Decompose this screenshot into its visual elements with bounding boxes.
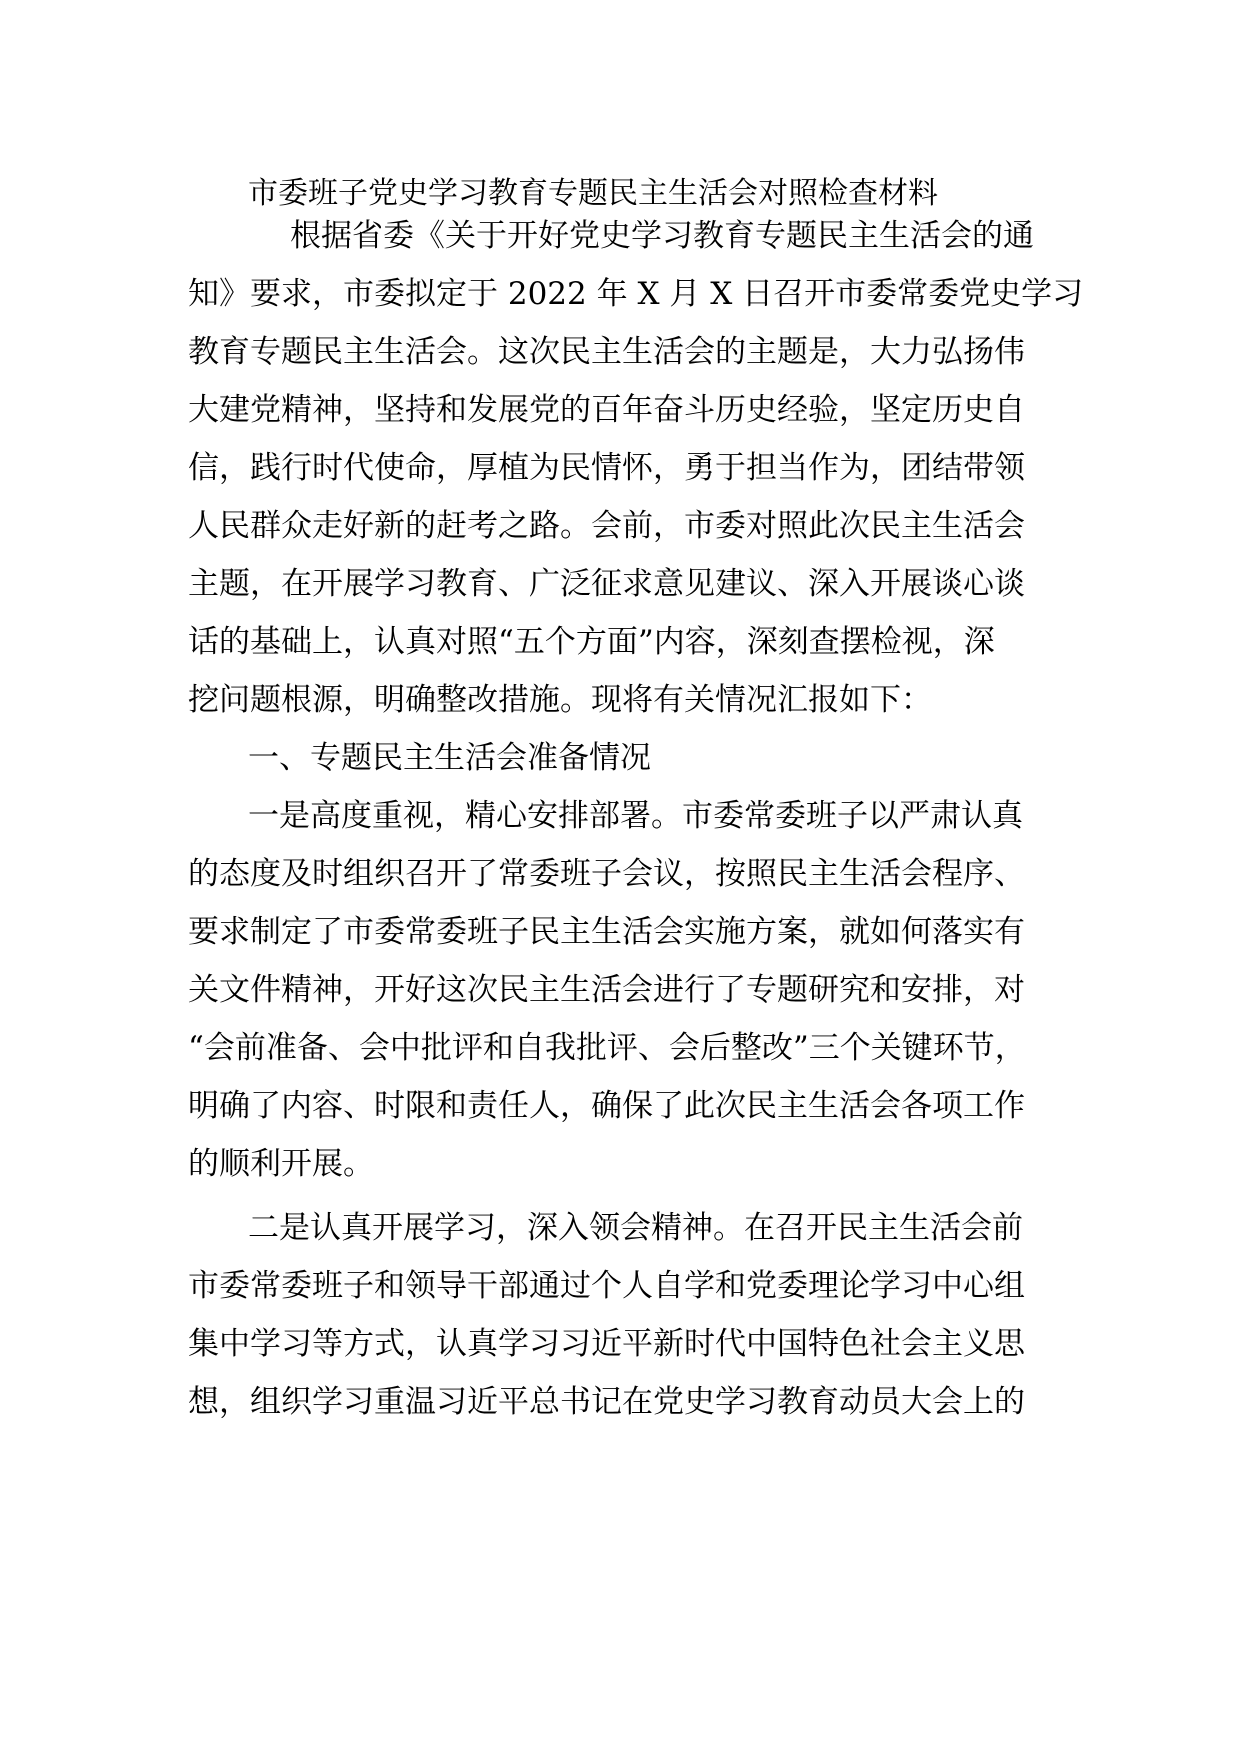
paragraph-line: 的顺利开展。 (188, 1146, 374, 1182)
paragraph-line: 挖问题根源，明确整改措施。现将有关情况汇报如下： (188, 682, 932, 718)
paragraph-line: 大建党精神，坚持和发展党的百年奋斗历史经验，坚定历史自 (188, 392, 1025, 428)
paragraph-line: 人民群众走好新的赶考之路。会前，市委对照此次民主生活会 (188, 508, 1025, 544)
section-heading: 一、专题民主生活会准备情况 (248, 740, 651, 776)
paragraph-line: “会前准备、会中批评和自我批评、会后整改”三个关键环节， (188, 1030, 1026, 1066)
paragraph-line: 话的基础上，认真对照“五个方面”内容，深刻查摆检视，深 (188, 624, 995, 660)
paragraph-line: 教育专题民主生活会。这次民主生活会的主题是，大力弘扬伟 (188, 334, 1025, 370)
paragraph-line: 明确了内容、时限和责任人，确保了此次民主生活会各项工作 (188, 1088, 1025, 1124)
paragraph-line: 二是认真开展学习，深入领会精神。在召开民主生活会前 (248, 1210, 1023, 1246)
document-title: 市委班子党史学习教育专题民主生活会对照检查材料 (248, 176, 938, 211)
paragraph-line: 根据省委《关于开好党史学习教育专题民主生活会的通 (290, 218, 1034, 254)
paragraph-line: 要求制定了市委常委班子民主生活会实施方案，就如何落实有 (188, 914, 1025, 950)
paragraph-line: 信，践行时代使命，厚植为民情怀，勇于担当作为，团结带领 (188, 450, 1025, 486)
paragraph-line: 集中学习等方式，认真学习习近平新时代中国特色社会主义思 (188, 1326, 1025, 1362)
paragraph-line: 知》要求，市委拟定于 2022 年 X 月 X 日召开市委常委党史学习 (188, 276, 1084, 312)
paragraph-line: 关文件精神，开好这次民主生活会进行了专题研究和安排，对 (188, 972, 1025, 1008)
paragraph-line: 的态度及时组织召开了常委班子会议，按照民主生活会程序、 (188, 856, 1025, 892)
paragraph-line: 市委常委班子和领导干部通过个人自学和党委理论学习中心组 (188, 1268, 1025, 1304)
paragraph-line: 一是高度重视，精心安排部署。市委常委班子以严肃认真 (248, 798, 1023, 834)
paragraph-line: 想，组织学习重温习近平总书记在党史学习教育动员大会上的 (188, 1384, 1025, 1420)
paragraph-line: 主题，在开展学习教育、广泛征求意见建议、深入开展谈心谈 (188, 566, 1025, 602)
